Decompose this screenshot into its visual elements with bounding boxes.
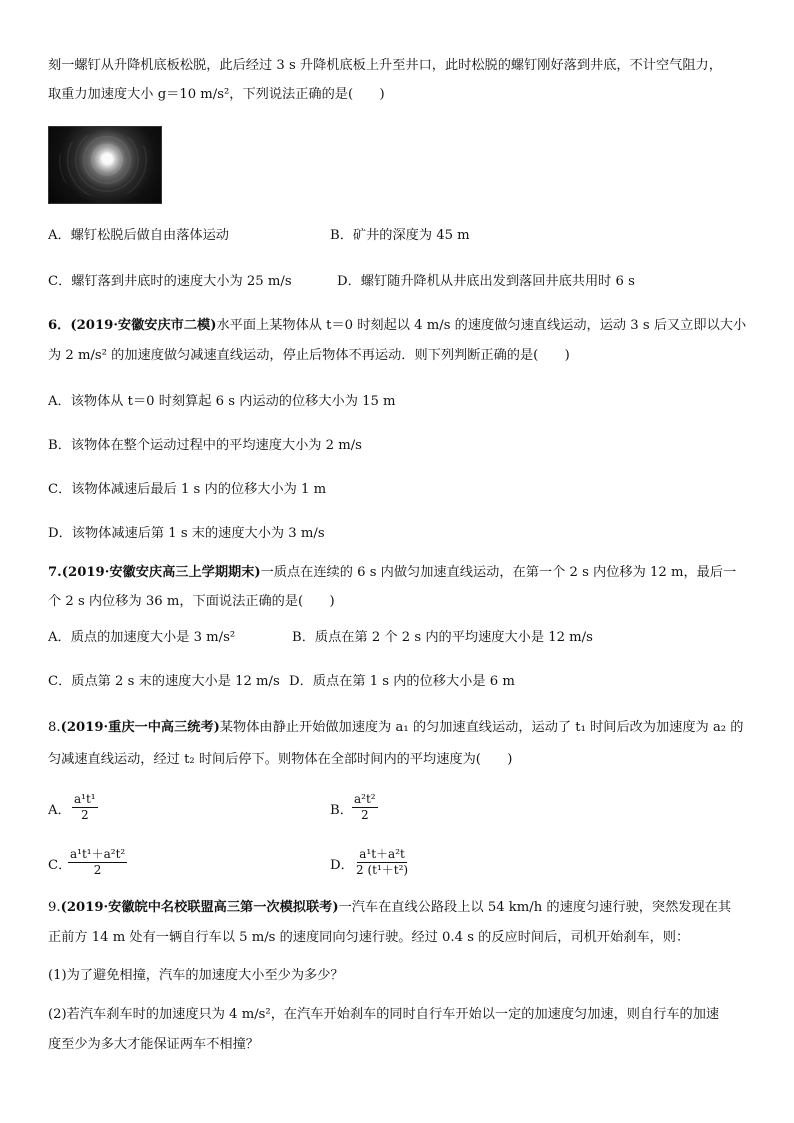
q8-stem-line2: 匀减速直线运动，经过 t₂ 时间后停下。则物体在全部时间内的平均速度为( ) bbox=[48, 752, 513, 767]
q7-option-d: D．质点在第 1 s 内的位移大小是 6 m bbox=[289, 674, 515, 689]
q6-stem-text: 水平面上某物体从 t＝0 时刻起以 4 m/s 的速度做匀速直线运动，运动 3 s 后又立即以大小 bbox=[216, 318, 747, 333]
q9-source: (2019·安徽皖中名校联盟高三第一次模拟联考) bbox=[60, 900, 339, 915]
q8-option-a-denominator: 2 bbox=[80, 808, 89, 822]
q6-stem-line2: 为 2 m/s² 的加速度做匀减速直线运动，停止后物体不再运动．则下列判断正确的是( ) bbox=[48, 348, 570, 363]
q5-option-b: B．矿井的深度为 45 m bbox=[330, 228, 470, 243]
q8-option-c-fraction bbox=[68, 847, 127, 878]
q8-option-d-denominator: 2 (t¹＋t²) bbox=[356, 863, 409, 877]
q6-option-b: B．该物体在整个运动过程中的平均速度大小为 2 m/s bbox=[48, 438, 362, 453]
q7-stem-text: 一质点在连续的 6 s 内做匀加速直线运动，在第一个 2 s 内位移为 12 m，最后一 bbox=[260, 565, 737, 580]
mine-shaft-photo bbox=[48, 126, 162, 204]
q9-subquestion-2-line2: 度至少为多大才能保证两车不相撞？ bbox=[48, 1037, 259, 1052]
q8-number: 8. bbox=[48, 720, 61, 735]
q5-option-d: D．螺钉随升降机从井底出发到落回井底共用时 6 s bbox=[337, 274, 635, 289]
q8-option-c-label: C． bbox=[48, 858, 72, 873]
q8-option-a-label: A． bbox=[48, 803, 71, 818]
q5-option-a: A．螺钉松脱后做自由落体运动 bbox=[48, 228, 229, 243]
q7-stem-line1 bbox=[48, 564, 736, 582]
q7-option-b: B．质点在第 2 个 2 s 内的平均速度大小是 12 m/s bbox=[292, 630, 593, 645]
q9-stem-text: 一汽车在直线公路段上以 54 km/h 的速度匀速行驶，突然发现在其 bbox=[338, 900, 732, 915]
q9-number: 9. bbox=[48, 900, 61, 915]
q7-number: 7. bbox=[48, 565, 62, 580]
q8-option-c-denominator: 2 bbox=[93, 863, 102, 877]
q7-option-c: C．质点第 2 s 末的速度大小是 12 m/s bbox=[48, 674, 280, 689]
q6-option-d: D．该物体减速后第 1 s 末的速度大小为 3 m/s bbox=[48, 526, 325, 541]
q8-option-a-fraction bbox=[72, 792, 98, 823]
q9-subquestion-1: (1)为了避免相撞，汽车的加速度大小至少为多少？ bbox=[48, 968, 344, 983]
q9-stem-line2: 正前方 14 m 处有一辆自行车以 5 m/s 的速度同向匀速行驶。经过 0.4 s 的反应时间后，司机开始刹车，则： bbox=[48, 930, 690, 945]
q8-option-d-numerator: a¹t＋a²t bbox=[359, 847, 405, 861]
q8-option-b-label: B． bbox=[330, 803, 353, 818]
q8-option-b-fraction bbox=[352, 792, 378, 823]
q8-stem-line1 bbox=[48, 719, 743, 737]
q7-stem-line2: 个 2 s 内位移为 36 m，下面说法正确的是( ) bbox=[48, 594, 335, 609]
q8-option-d-label: D． bbox=[330, 858, 354, 873]
q9-stem-line1 bbox=[48, 899, 731, 917]
q5-stem-line2: 取重力加速度大小 g＝10 m/s²，下列说法正确的是( ) bbox=[48, 87, 385, 102]
q6-option-c: C．该物体减速后最后 1 s 内的位移大小为 1 m bbox=[48, 482, 327, 497]
q6-option-a: A．该物体从 t＝0 时刻算起 6 s 内运动的位移大小为 15 m bbox=[48, 394, 396, 409]
q6-stem-line1 bbox=[48, 317, 746, 335]
q6-number: 6． bbox=[48, 318, 71, 333]
q7-source: (2019·安徽安庆高三上学期期末) bbox=[61, 565, 261, 580]
q7-option-a: A．质点的加速度大小是 3 m/s² bbox=[48, 630, 236, 645]
q8-stem-text: 某物体由静止开始做加速度为 a₁ 的匀加速直线运动，运动了 t₁ 时间后改为加速度为 a₂ 的 bbox=[219, 720, 744, 735]
q5-option-c: C．螺钉落到井底时的速度大小为 25 m/s bbox=[48, 274, 292, 289]
q8-source: (2019·重庆一中高三统考) bbox=[60, 720, 220, 735]
q5-stem-line1: 刻一螺钉从升降机底板松脱，此后经过 3 s 升降机底板上升至井口，此时松脱的螺钉刚好落到井底，不计空气阻力， bbox=[48, 58, 722, 73]
q8-option-d-fraction bbox=[354, 847, 410, 878]
q8-option-b-denominator: 2 bbox=[360, 808, 369, 822]
q8-option-a-numerator: a¹t¹ bbox=[74, 792, 96, 806]
q6-source: (2019·安徽安庆市二模) bbox=[70, 318, 217, 333]
q9-subquestion-2-line1: (2)若汽车刹车时的加速度只为 4 m/s²，在汽车开始刹车的同时自行车开始以一定的加速度匀加速，则自行车的加速 bbox=[48, 1007, 720, 1022]
q8-option-b-numerator: a²t² bbox=[354, 792, 376, 806]
q8-option-c-numerator: a¹t¹＋a²t² bbox=[70, 847, 126, 861]
